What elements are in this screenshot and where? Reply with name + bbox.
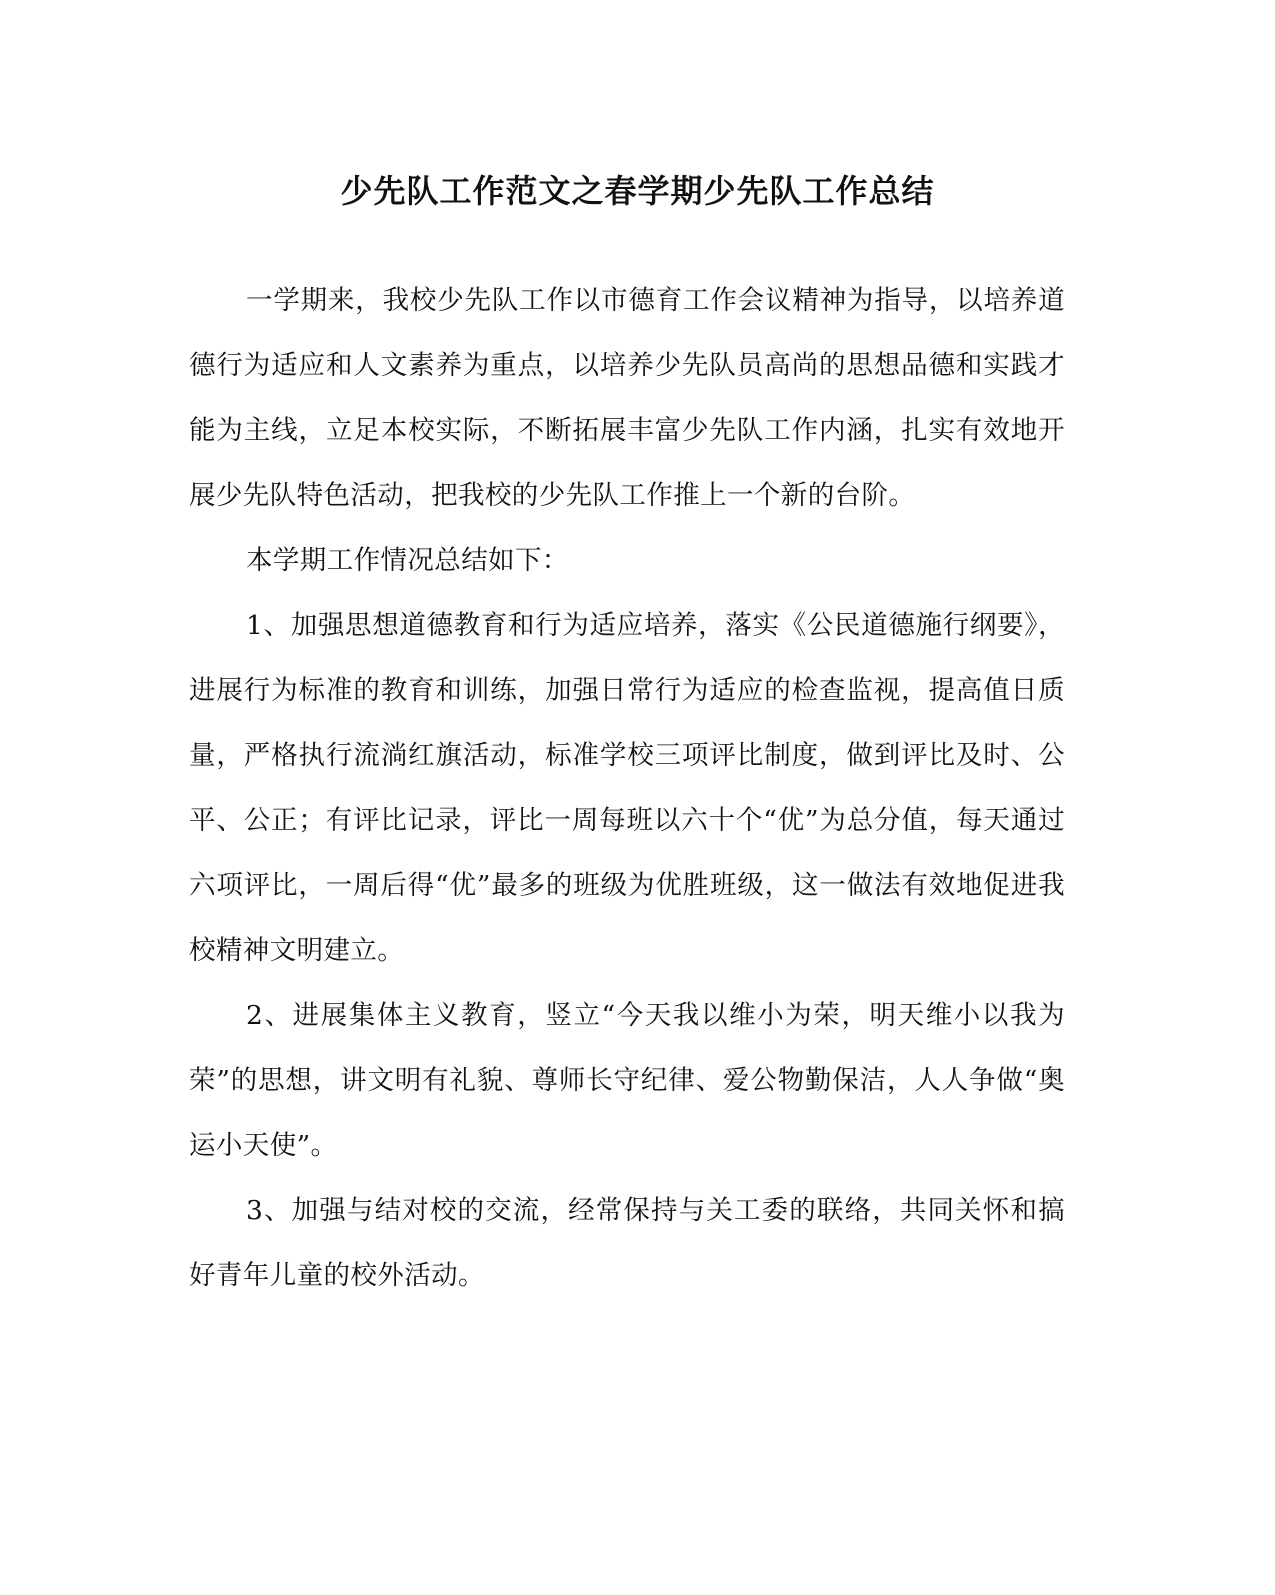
paragraph-item-1: 1、加强思想道德教育和行为适应培养，落实《公民道德施行纲要》，进展行为标准的教育和训练，加强日常行为适应的检查监视，提高值日质量，严格执行流淌红旗活动，标准学校三项评比制度，做到评比及时、公平、公正；有评比记录，评比一周每班以六十个“优”为总分值，每天通过六项评比，一周后得“优”最多的班级为优胜班级，这一做法有效地促进我校精神文明建立。 <box>189 610 1065 966</box>
document-body <box>189 268 1065 1308</box>
paragraph-intro: 一学期来，我校少先队工作以市德育工作会议精神为指导，以培养道德行为适应和人文素养为重点，以培养少先队员高尚的思想品德和实践才能为主线，立足本校实际，不断拓展丰富少先队工作内涵，扎实有效地开展少先队特色活动，把我校的少先队工作推上一个新的台阶。 <box>189 285 1065 511</box>
paragraph-item-2: 2、进展集体主义教育，竖立“今天我以维小为荣，明天维小以我为荣”的思想，讲文明有礼貌、尊师长守纪律、爱公物勤保洁，人人争做“奥运小天使”。 <box>189 1000 1065 1161</box>
paragraph-item-3: 3、加强与结对校的交流，经常保持与关工委的联络，共同关怀和搞好青年儿童的校外活动。 <box>189 1195 1065 1291</box>
document-title: 少先队工作范文之春学期少先队工作总结 <box>340 172 935 210</box>
paragraph-summary-heading: 本学期工作情况总结如下： <box>246 545 569 576</box>
